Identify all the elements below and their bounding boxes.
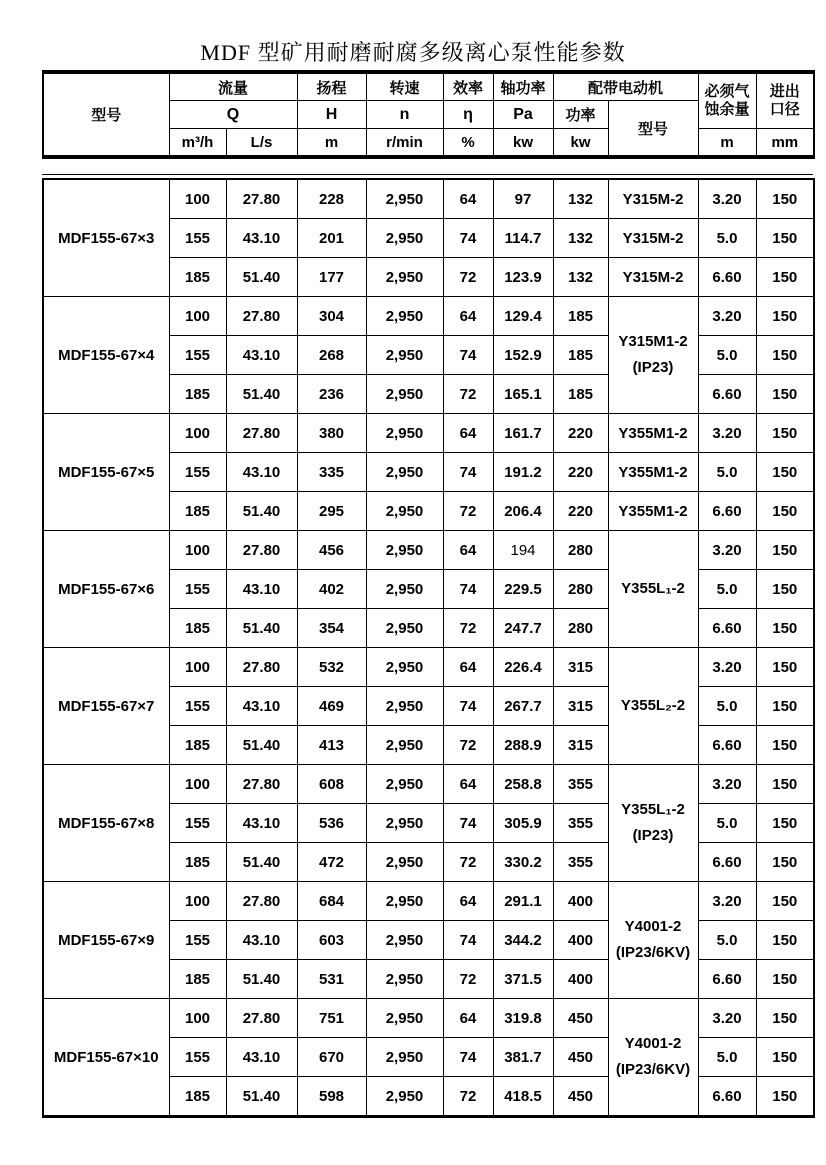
port-cell: 150 [756,882,814,921]
flow-m3h-cell: 185 [169,258,226,297]
flow-m3h-cell: 100 [169,648,226,687]
motor-model-cell: Y315M-2 [608,219,698,258]
efficiency-cell: 64 [443,765,493,804]
motor-model-line: Y355L₁-2 [621,801,685,818]
model-cell: MDF155-67×10 [43,999,169,1117]
flow-ls-cell: 43.10 [226,336,297,375]
flow-m3h-cell: 100 [169,999,226,1038]
motor-power-cell: 132 [553,179,608,219]
table-row [43,531,814,570]
npsh-cell: 3.20 [698,297,756,336]
npsh-cell: 5.0 [698,687,756,726]
flow-ls-cell: 27.80 [226,297,297,336]
npsh-cell: 5.0 [698,336,756,375]
shaft-power-cell: 152.9 [493,336,553,375]
motor-power-cell: 400 [553,960,608,999]
header-shaft-power: 轴功率 [493,72,553,101]
efficiency-cell: 64 [443,999,493,1038]
flow-m3h-cell: 100 [169,297,226,336]
npsh-cell: 5.0 [698,921,756,960]
motor-power-cell: 450 [553,999,608,1038]
flow-m3h-cell: 155 [169,219,226,258]
motor-model-line: Y315M1-2 [618,333,688,350]
flow-m3h-cell: 100 [169,882,226,921]
npsh-cell: 6.60 [698,960,756,999]
speed-cell: 2,950 [366,453,443,492]
head-cell: 304 [297,297,366,336]
header-port-line1: 进出 [769,83,800,100]
shaft-power-cell: 247.7 [493,609,553,648]
speed-cell: 2,950 [366,336,443,375]
motor-model-cell: Y355M1-2 [608,492,698,531]
speed-cell: 2,950 [366,179,443,219]
header-flow-unit-m3h: m³/h [169,129,226,158]
motor-power-cell: 185 [553,336,608,375]
head-cell: 670 [297,1038,366,1077]
npsh-cell: 3.20 [698,765,756,804]
header-shaft-power-unit: kw [493,129,553,158]
motor-power-cell: 132 [553,219,608,258]
npsh-cell: 6.60 [698,843,756,882]
flow-m3h-cell: 155 [169,570,226,609]
motor-power-cell: 220 [553,492,608,531]
efficiency-cell: 74 [443,921,493,960]
npsh-cell: 6.60 [698,1077,756,1117]
speed-cell: 2,950 [366,414,443,453]
header-efficiency: 效率 [443,72,493,101]
motor-model-line: (IP23/6KV) [615,1061,691,1078]
model-cell: MDF155-67×7 [43,648,169,765]
motor-model-line: Y355L₂-2 [620,697,686,714]
header-flow-symbol: Q [169,101,297,129]
motor-power-cell: 185 [553,375,608,414]
head-cell: 236 [297,375,366,414]
head-cell: 531 [297,960,366,999]
port-cell: 150 [756,609,814,648]
header-motor-power: 功率 [553,101,608,129]
head-cell: 335 [297,453,366,492]
shaft-power-cell: 371.5 [493,960,553,999]
efficiency-cell: 72 [443,960,493,999]
efficiency-cell: 72 [443,492,493,531]
header-model: 型号 [43,72,169,157]
table-row [43,999,814,1038]
head-cell: 268 [297,336,366,375]
flow-ls-cell: 51.40 [226,960,297,999]
header-motor: 配带电动机 [553,72,698,101]
efficiency-cell: 74 [443,1038,493,1077]
motor-model-cell: Y315M-2 [608,179,698,219]
flow-m3h-cell: 185 [169,1077,226,1117]
motor-model-line: Y355L₁-2 [621,580,685,597]
flow-ls-cell: 51.40 [226,258,297,297]
npsh-cell: 6.60 [698,726,756,765]
table-row [43,179,814,219]
efficiency-cell: 74 [443,453,493,492]
port-cell: 150 [756,453,814,492]
port-cell: 150 [756,179,814,219]
shaft-power-cell: 305.9 [493,804,553,843]
flow-m3h-cell: 155 [169,336,226,375]
flow-m3h-cell: 155 [169,804,226,843]
flow-ls-cell: 43.10 [226,570,297,609]
motor-model-cell [608,765,698,882]
npsh-cell: 6.60 [698,492,756,531]
table-top-rule [42,174,813,175]
flow-ls-cell: 43.10 [226,804,297,843]
head-cell: 472 [297,843,366,882]
npsh-cell: 6.60 [698,375,756,414]
flow-m3h-cell: 185 [169,960,226,999]
motor-power-cell: 315 [553,726,608,765]
speed-cell: 2,950 [366,843,443,882]
shaft-power-cell: 344.2 [493,921,553,960]
efficiency-cell: 72 [443,726,493,765]
head-cell: 684 [297,882,366,921]
flow-m3h-cell: 185 [169,492,226,531]
npsh-cell: 3.20 [698,179,756,219]
speed-cell: 2,950 [366,804,443,843]
flow-ls-cell: 27.80 [226,531,297,570]
speed-cell: 2,950 [366,765,443,804]
flow-m3h-cell: 100 [169,179,226,219]
port-cell: 150 [756,258,814,297]
motor-power-cell: 185 [553,297,608,336]
motor-model-cell [608,648,698,765]
shaft-power-cell: 226.4 [493,648,553,687]
header-head: 扬程 [297,72,366,101]
port-cell: 150 [756,297,814,336]
header-speed-unit: r/min [366,129,443,158]
speed-cell: 2,950 [366,492,443,531]
flow-ls-cell: 27.80 [226,414,297,453]
efficiency-cell: 74 [443,570,493,609]
npsh-cell: 5.0 [698,453,756,492]
shaft-power-cell: 194 [493,531,553,570]
npsh-cell: 5.0 [698,1038,756,1077]
shaft-power-cell: 123.9 [493,258,553,297]
header-efficiency-symbol: η [443,101,493,129]
shaft-power-cell: 288.9 [493,726,553,765]
table-header [42,70,815,159]
npsh-cell: 5.0 [698,570,756,609]
motor-model-cell [608,531,698,648]
flow-ls-cell: 27.80 [226,999,297,1038]
efficiency-cell: 74 [443,219,493,258]
flow-ls-cell: 27.80 [226,648,297,687]
speed-cell: 2,950 [366,1038,443,1077]
motor-power-cell: 132 [553,258,608,297]
motor-model-cell [608,999,698,1117]
flow-ls-cell: 43.10 [226,219,297,258]
npsh-cell: 5.0 [698,219,756,258]
speed-cell: 2,950 [366,531,443,570]
shaft-power-cell: 291.1 [493,882,553,921]
speed-cell: 2,950 [366,297,443,336]
flow-ls-cell: 43.10 [226,1038,297,1077]
motor-model-line: Y4001-2 [624,918,682,935]
header-port [756,72,814,129]
table-row [43,648,814,687]
motor-power-cell: 450 [553,1077,608,1117]
efficiency-cell: 72 [443,1077,493,1117]
shaft-power-cell: 229.5 [493,570,553,609]
npsh-cell: 3.20 [698,531,756,570]
flow-m3h-cell: 155 [169,687,226,726]
efficiency-cell: 72 [443,375,493,414]
motor-model-cell: Y355M1-2 [608,414,698,453]
header-port-line2: 口径 [769,101,800,118]
speed-cell: 2,950 [366,726,443,765]
efficiency-cell: 74 [443,687,493,726]
efficiency-cell: 72 [443,258,493,297]
shaft-power-cell: 161.7 [493,414,553,453]
table-row [43,414,814,453]
table-row [43,882,814,921]
flow-ls-cell: 27.80 [226,179,297,219]
head-cell: 608 [297,765,366,804]
performance-table [42,174,813,1118]
flow-m3h-cell: 100 [169,414,226,453]
motor-power-cell: 450 [553,1038,608,1077]
model-cell: MDF155-67×3 [43,179,169,297]
head-cell: 751 [297,999,366,1038]
flow-m3h-cell: 185 [169,726,226,765]
header-flow-unit-ls: L/s [226,129,297,158]
efficiency-cell: 64 [443,882,493,921]
speed-cell: 2,950 [366,609,443,648]
flow-m3h-cell: 100 [169,531,226,570]
flow-ls-cell: 43.10 [226,921,297,960]
head-cell: 177 [297,258,366,297]
speed-cell: 2,950 [366,1077,443,1117]
flow-ls-cell: 43.10 [226,453,297,492]
efficiency-cell: 72 [443,843,493,882]
shaft-power-cell: 165.1 [493,375,553,414]
shaft-power-cell: 330.2 [493,843,553,882]
port-cell: 150 [756,219,814,258]
motor-model-line: (IP23) [632,827,674,844]
header-speed-symbol: n [366,101,443,129]
efficiency-cell: 72 [443,609,493,648]
flow-ls-cell: 51.40 [226,726,297,765]
header-motor-model: 型号 [608,101,698,158]
speed-cell: 2,950 [366,999,443,1038]
flow-ls-cell: 51.40 [226,609,297,648]
head-cell: 532 [297,648,366,687]
table-row [43,297,814,336]
port-cell: 150 [756,1077,814,1117]
efficiency-cell: 64 [443,414,493,453]
port-cell: 150 [756,921,814,960]
head-cell: 603 [297,921,366,960]
motor-power-cell: 400 [553,921,608,960]
npsh-cell: 6.60 [698,258,756,297]
motor-power-cell: 355 [553,804,608,843]
header-shaft-power-symbol: Pa [493,101,553,129]
head-cell: 295 [297,492,366,531]
speed-cell: 2,950 [366,687,443,726]
header-flow: 流量 [169,72,297,101]
speed-cell: 2,950 [366,219,443,258]
header-head-unit: m [297,129,366,158]
port-cell: 150 [756,531,814,570]
header-speed: 转速 [366,72,443,101]
port-cell: 150 [756,414,814,453]
shaft-power-cell: 319.8 [493,999,553,1038]
npsh-cell: 3.20 [698,999,756,1038]
page-title: MDF 型矿用耐磨耐腐多级离心泵性能参数 [200,40,626,65]
port-cell: 150 [756,492,814,531]
shaft-power-cell: 258.8 [493,765,553,804]
speed-cell: 2,950 [366,921,443,960]
flow-m3h-cell: 155 [169,921,226,960]
flow-m3h-cell: 155 [169,1038,226,1077]
shaft-power-cell: 418.5 [493,1077,553,1117]
flow-m3h-cell: 185 [169,375,226,414]
port-cell: 150 [756,726,814,765]
npsh-cell: 3.20 [698,882,756,921]
port-cell: 150 [756,843,814,882]
npsh-cell: 3.20 [698,414,756,453]
head-cell: 201 [297,219,366,258]
efficiency-cell: 64 [443,648,493,687]
motor-model-line: (IP23/6KV) [615,944,691,961]
npsh-cell: 6.60 [698,609,756,648]
motor-model-line: Y4001-2 [624,1035,682,1052]
header-efficiency-unit: % [443,129,493,158]
motor-model-cell: Y355M1-2 [608,453,698,492]
table-body [42,178,815,1118]
model-cell: MDF155-67×8 [43,765,169,882]
efficiency-cell: 64 [443,179,493,219]
header-row-1 [43,72,814,101]
speed-cell: 2,950 [366,375,443,414]
motor-power-cell: 280 [553,609,608,648]
head-cell: 456 [297,531,366,570]
header-npsh-line1: 必须气 [704,83,750,100]
flow-ls-cell: 43.10 [226,687,297,726]
header-npsh-unit: m [698,129,756,158]
speed-cell: 2,950 [366,648,443,687]
port-cell: 150 [756,960,814,999]
head-cell: 402 [297,570,366,609]
motor-power-cell: 220 [553,453,608,492]
flow-ls-cell: 27.80 [226,765,297,804]
flow-ls-cell: 51.40 [226,843,297,882]
npsh-cell: 3.20 [698,648,756,687]
shaft-power-cell: 114.7 [493,219,553,258]
efficiency-cell: 64 [443,531,493,570]
header-head-symbol: H [297,101,366,129]
port-cell: 150 [756,336,814,375]
head-cell: 469 [297,687,366,726]
motor-model-cell [608,297,698,414]
flow-m3h-cell: 185 [169,609,226,648]
head-cell: 380 [297,414,366,453]
model-cell: MDF155-67×4 [43,297,169,414]
speed-cell: 2,950 [366,960,443,999]
motor-power-cell: 280 [553,531,608,570]
head-cell: 598 [297,1077,366,1117]
port-cell: 150 [756,570,814,609]
motor-model-cell [608,882,698,999]
model-cell: MDF155-67×5 [43,414,169,531]
port-cell: 150 [756,765,814,804]
header-motor-power-unit: kw [553,129,608,158]
flow-ls-cell: 51.40 [226,492,297,531]
motor-power-cell: 355 [553,765,608,804]
flow-ls-cell: 51.40 [226,375,297,414]
motor-model-cell: Y315M-2 [608,258,698,297]
table-row [43,765,814,804]
head-cell: 228 [297,179,366,219]
header-npsh [698,72,756,129]
port-cell: 150 [756,375,814,414]
flow-ls-cell: 51.40 [226,1077,297,1117]
flow-m3h-cell: 100 [169,765,226,804]
motor-power-cell: 220 [553,414,608,453]
npsh-cell: 5.0 [698,804,756,843]
flow-m3h-cell: 155 [169,453,226,492]
port-cell: 150 [756,1038,814,1077]
port-cell: 150 [756,648,814,687]
header-port-unit: mm [756,129,814,158]
efficiency-cell: 64 [443,297,493,336]
speed-cell: 2,950 [366,570,443,609]
shaft-power-cell: 97 [493,179,553,219]
shaft-power-cell: 129.4 [493,297,553,336]
efficiency-cell: 74 [443,804,493,843]
motor-power-cell: 315 [553,648,608,687]
model-cell: MDF155-67×6 [43,531,169,648]
motor-model-line: (IP23) [632,359,674,376]
efficiency-cell: 74 [443,336,493,375]
speed-cell: 2,950 [366,882,443,921]
flow-m3h-cell: 185 [169,843,226,882]
port-cell: 150 [756,804,814,843]
shaft-power-cell: 206.4 [493,492,553,531]
motor-power-cell: 355 [553,843,608,882]
motor-power-cell: 400 [553,882,608,921]
shaft-power-cell: 191.2 [493,453,553,492]
port-cell: 150 [756,687,814,726]
port-cell: 150 [756,999,814,1038]
motor-power-cell: 280 [553,570,608,609]
header-npsh-line2: 蚀余量 [704,101,750,118]
head-cell: 413 [297,726,366,765]
speed-cell: 2,950 [366,258,443,297]
shaft-power-cell: 267.7 [493,687,553,726]
head-cell: 536 [297,804,366,843]
flow-ls-cell: 27.80 [226,882,297,921]
head-cell: 354 [297,609,366,648]
motor-power-cell: 315 [553,687,608,726]
model-cell: MDF155-67×9 [43,882,169,999]
shaft-power-cell: 381.7 [493,1038,553,1077]
